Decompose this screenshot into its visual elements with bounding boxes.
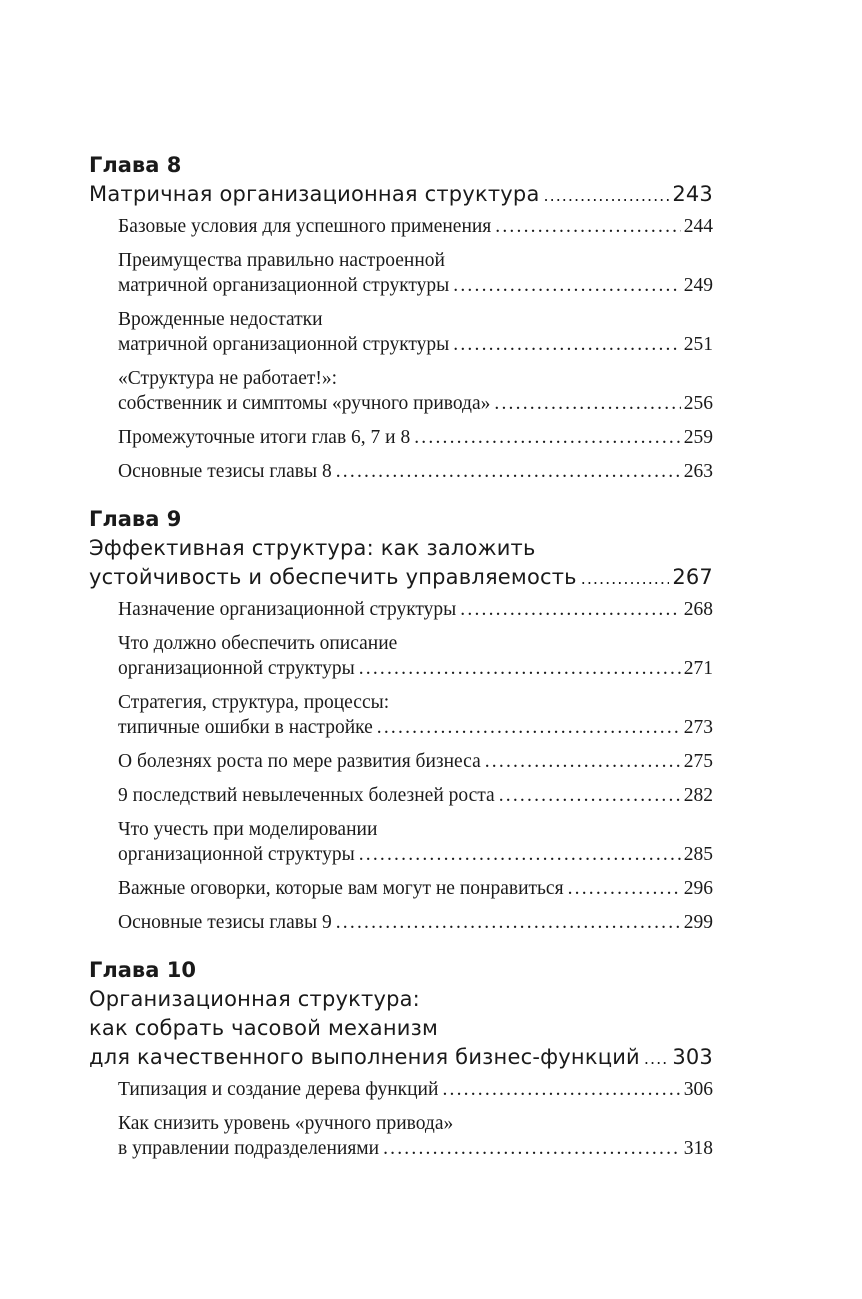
- toc-entry-text-line: «Структура не работает!»:: [118, 368, 338, 389]
- dot-leader: [494, 391, 680, 416]
- page-number: 303: [672, 1045, 713, 1069]
- toc-entry-last-line-row: [118, 783, 713, 808]
- page-number: 318: [683, 1138, 713, 1159]
- dot-leader: [460, 597, 680, 622]
- page-number: 244: [683, 216, 713, 237]
- dot-leader: [453, 332, 680, 357]
- page-number: 243: [672, 182, 713, 206]
- toc-entry-text-line: Важные оговорки, которые вам могут не понравиться: [118, 878, 564, 899]
- dot-leader: [495, 214, 680, 239]
- toc-entry-last-line-row: [118, 1136, 713, 1161]
- chapter-title-last-line-row: [89, 1043, 713, 1073]
- toc-entry: [118, 248, 713, 298]
- toc-entry-last-line-row: [118, 214, 713, 239]
- chapter-title: [89, 180, 713, 210]
- toc-entry-text-line: Преимущества правильно настроенной: [118, 250, 445, 271]
- toc-entry-text-line: организационной структуры: [118, 658, 355, 679]
- chapter-title-last-line-row: [89, 563, 713, 593]
- toc-entry: [118, 910, 713, 935]
- toc-entry-text-line: 9 последствий невылеченных болезней роста: [118, 785, 495, 806]
- toc-entry-text-line: матричной организационной структуры: [118, 275, 450, 296]
- toc-entry-text-line: Что должно обеспечить описание: [118, 633, 398, 654]
- chapter-title-text-line: Организационная структура:: [89, 987, 420, 1011]
- toc-entry-last-line-row: [118, 273, 713, 298]
- page-number: 273: [683, 717, 713, 738]
- table-of-contents: [89, 150, 713, 1181]
- toc-entry-last-line-row: [118, 876, 713, 901]
- chapter-number: Глава 10: [89, 958, 196, 982]
- dot-leader: [336, 910, 681, 935]
- toc-entry-text-line: Что учесть при моделировании: [118, 819, 378, 840]
- toc-entry: [118, 1077, 713, 1102]
- dot-leader: [414, 425, 681, 450]
- dot-leader: [377, 715, 681, 740]
- page-number: 251: [683, 334, 713, 355]
- page-number: 299: [683, 912, 713, 933]
- toc-entry-last-line-row: [118, 842, 713, 867]
- toc-entry-text-line: О болезнях роста по мере развития бизнеса: [118, 751, 481, 772]
- page-number: 256: [683, 393, 713, 414]
- toc-entry: [118, 690, 713, 740]
- toc-entry: [118, 366, 713, 416]
- toc-entry-last-line-row: [118, 425, 713, 450]
- dot-leader: [499, 783, 681, 808]
- chapter-title-text-line: устойчивость и обеспечить управляемость: [89, 565, 577, 589]
- page-number: 285: [683, 844, 713, 865]
- chapter-block: [89, 955, 713, 1161]
- page-number: 259: [683, 427, 713, 448]
- toc-entry-last-line-row: [118, 1077, 713, 1102]
- page-number: 263: [683, 461, 713, 482]
- page-number: 249: [683, 275, 713, 296]
- toc-entry: [118, 214, 713, 239]
- toc-entry-text-line: собственник и симптомы «ручного привода»: [118, 393, 491, 414]
- chapter-number: Глава 9: [89, 507, 182, 531]
- dot-leader: [644, 1044, 669, 1073]
- toc-entry-text-line: в управлении подразделениями: [118, 1138, 380, 1159]
- dot-leader: [336, 459, 681, 484]
- toc-entry-text-line: Врожденные недостатки: [118, 309, 323, 330]
- toc-entry: [118, 817, 713, 867]
- toc-entry-text-line: Стратегия, структура, процессы:: [118, 692, 390, 713]
- toc-entry: [118, 307, 713, 357]
- toc-entry-last-line-row: [118, 391, 713, 416]
- toc-entry-last-line-row: [118, 910, 713, 935]
- toc-entry-text-line: типичные ошибки в настройке: [118, 717, 373, 738]
- page-number: 282: [683, 785, 713, 806]
- dot-leader: [581, 564, 670, 593]
- toc-entry-text-line: Типизация и создание дерева функций: [118, 1079, 439, 1100]
- toc-entry: [118, 425, 713, 450]
- dot-leader: [568, 876, 681, 901]
- toc-entry: [118, 597, 713, 622]
- toc-entry-text-line: Базовые условия для успешного применения: [118, 216, 492, 237]
- toc-entry: [118, 1111, 713, 1161]
- toc-entry-last-line-row: [118, 332, 713, 357]
- chapter-title: [89, 985, 713, 1073]
- toc-entry: [118, 783, 713, 808]
- page-number: 306: [683, 1079, 713, 1100]
- toc-entry: [118, 876, 713, 901]
- dot-leader: [359, 656, 681, 681]
- page-number: 271: [683, 658, 713, 679]
- toc-entry-text-line: Как снизить уровень «ручного привода»: [118, 1113, 454, 1134]
- dot-leader: [485, 749, 681, 774]
- page-number: 296: [683, 878, 713, 899]
- chapter-title-text-line: Матричная организационная структура: [89, 182, 540, 206]
- toc-entry-text-line: организационной структуры: [118, 844, 355, 865]
- chapter-block: [89, 150, 713, 484]
- toc-entry: [118, 459, 713, 484]
- toc-entry-last-line-row: [118, 715, 713, 740]
- chapter-block: [89, 504, 713, 935]
- chapter-title: [89, 534, 713, 593]
- toc-entry-last-line-row: [118, 597, 713, 622]
- toc-entry-text-line: матричной организационной структуры: [118, 334, 450, 355]
- dot-leader: [359, 842, 681, 867]
- toc-entry-text-line: Основные тезисы главы 9: [118, 912, 332, 933]
- toc-entry-text-line: Назначение организационной структуры: [118, 599, 457, 620]
- chapter-title-text-line: Эффективная структура: как заложить: [89, 536, 536, 560]
- page-number: 275: [683, 751, 713, 772]
- toc-entry-last-line-row: [118, 459, 713, 484]
- toc-entry: [118, 749, 713, 774]
- dot-leader: [383, 1136, 681, 1161]
- chapter-title-text-line: как собрать часовой механизм: [89, 1016, 439, 1040]
- page-number: 268: [683, 599, 713, 620]
- chapter-title-text-line: для качественного выполнения бизнес-функций: [89, 1045, 640, 1069]
- toc-entry-text-line: Промежуточные итоги глав 6, 7 и 8: [118, 427, 411, 448]
- toc-entry: [118, 631, 713, 681]
- page-number: 267: [672, 565, 713, 589]
- toc-entry-text-line: Основные тезисы главы 8: [118, 461, 332, 482]
- toc-entry-last-line-row: [118, 749, 713, 774]
- toc-entry-last-line-row: [118, 656, 713, 681]
- chapter-title-last-line-row: [89, 180, 713, 210]
- dot-leader: [442, 1077, 680, 1102]
- dot-leader: [544, 181, 670, 210]
- chapter-number: Глава 8: [89, 153, 182, 177]
- dot-leader: [453, 273, 680, 298]
